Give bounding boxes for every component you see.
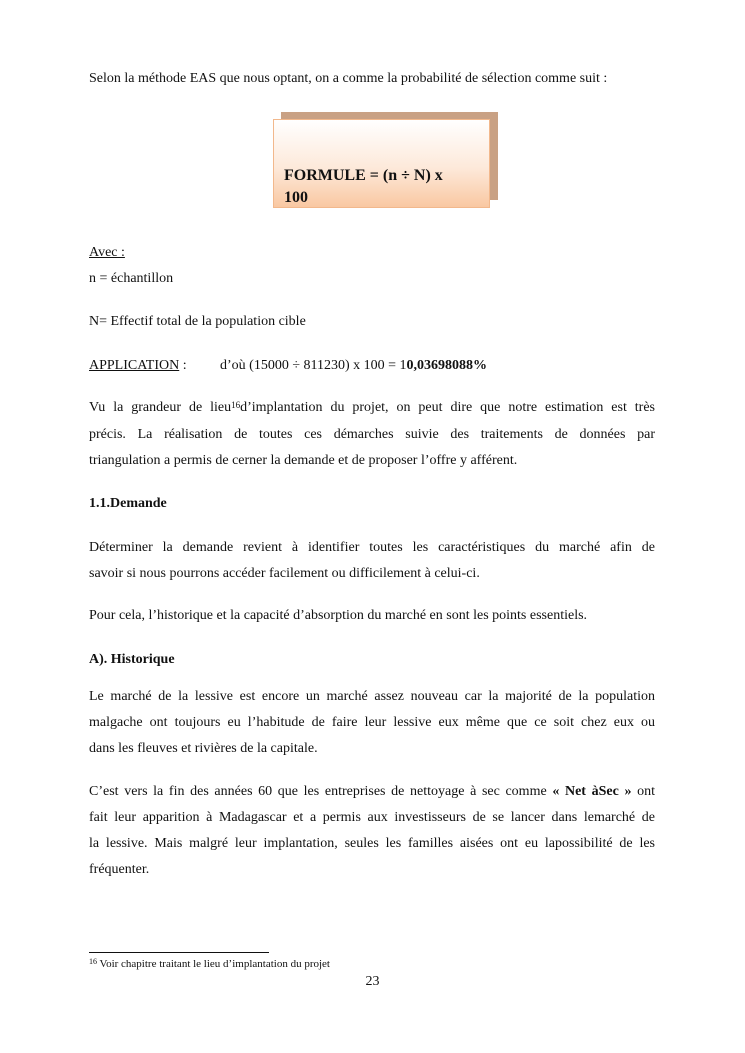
footnote	[89, 958, 330, 970]
N-definition: N= Effectif total de la population cible	[89, 314, 306, 329]
p5-text-c: ont	[631, 784, 656, 799]
application-formula	[220, 357, 487, 375]
footnote-separator	[89, 952, 269, 953]
paragraph-5-line-2: fait leur apparition à Madagascar et a permis aux investisseurs de se lancer dans lemarché de	[89, 810, 655, 825]
paragraph-1-line-2: précis. La réalisation de toutes ces démarches suivie des traitements de données par	[89, 427, 655, 442]
formula-text	[284, 165, 484, 209]
footnote-reference: 16	[231, 400, 241, 410]
paragraph-4-line-2: malgache ont toujours eu l’habitude de faire leur lessive eux même que ce soit chez eux ou	[89, 715, 655, 730]
paragraph-3: Pour cela, l’historique et la capacité d’absorption du marché en sont les points essentiels.	[89, 608, 588, 623]
application-colon: :	[179, 358, 187, 373]
paragraph-4-line-1: Le marché de la lessive est encore un marché assez nouveau car la majorité de la population	[89, 689, 655, 704]
p1-text-b: d’implantation du projet, on peut dire que notre estimation est très	[240, 400, 655, 415]
p5-text-a: C’est vers la fin des années 60 que les entreprises de nettoyage à sec comme	[89, 784, 553, 799]
application-line	[89, 357, 488, 375]
application-label: APPLICATION	[89, 358, 180, 373]
page-number: 23	[365, 974, 380, 989]
p5-bold-name: « Net àSec »	[552, 784, 632, 799]
formula-box	[273, 119, 490, 208]
paragraph-5-line-1	[89, 783, 655, 801]
paragraph-5-line-3: la lessive. Mais malgré leur implantation, seules les familles aisées ont eu lapossibilité de les	[89, 836, 655, 851]
paragraph-2-line-2: savoir si nous pourrons accéder facilement ou difficilement à celui-ci.	[89, 566, 480, 581]
paragraph-2-line-1: Déterminer la demande revient à identifier toutes les caractéristiques du marché afin de	[89, 540, 655, 555]
application-result: 0,03698088%	[406, 358, 488, 373]
section-heading-demande: 1.1.Demande	[89, 496, 167, 511]
formula-continuation: 100	[284, 189, 308, 206]
formula-label: FORMULE = (n ÷ N) x	[284, 167, 443, 184]
paragraph-4-line-3: dans les fleuves et rivières de la capitale.	[89, 741, 318, 756]
subsection-heading-historique: A). Historique	[89, 652, 175, 667]
paragraph-5-line-4: fréquenter.	[89, 862, 150, 877]
footnote-text: Voir chapitre traitant le lieu d’implantation du projet	[97, 958, 330, 970]
application-expression: d’où (15000 ÷ 811230) x 100 = 1	[220, 358, 407, 373]
paragraph-1-line-3: triangulation a permis de cerner la demande et de proposer l’offre y afférent.	[89, 453, 518, 468]
paragraph-1-line-1	[89, 399, 655, 417]
footnote-number: 16	[89, 957, 97, 966]
intro-text: Selon la méthode EAS que nous optant, on a comme la probabilité de sélection comme suit :	[89, 71, 608, 86]
p1-text-a: Vu la grandeur de lieu	[89, 400, 232, 415]
n-definition: n = échantillon	[89, 271, 174, 286]
avec-heading: Avec :	[89, 245, 125, 260]
